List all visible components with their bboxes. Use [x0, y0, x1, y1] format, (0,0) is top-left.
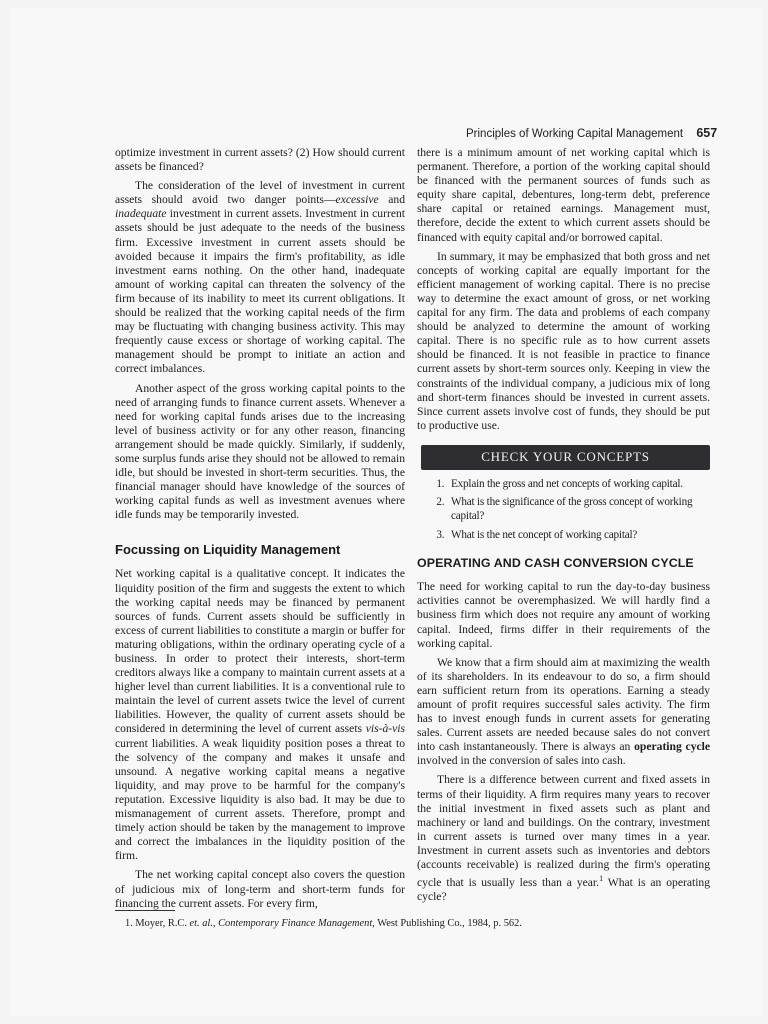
footnote: 1. Moyer, R.C. et. al., Contemporary Finance Management, West Publishing Co., 1984, p. 562.	[125, 918, 522, 929]
left-column	[115, 146, 405, 911]
list-item: 2. What is the significance of the gross concept of working capital?	[447, 496, 710, 523]
running-header	[466, 126, 717, 140]
paragraph: there is a minimum amount of net working capital which is permanent. Therefore, a portion of the working capital should be financed with the permanent sources of funds such as equity share capital, debentures, long-term debt, preference share capital or retained earnings. Management must, therefore, decide the extent to which current assets should be financed with equity capital and/or borrowed capital.	[417, 146, 710, 244]
paragraph: The net working capital concept also covers the question of judicious mix of long-term and short-term funds for financing the current assets. For every firm,	[115, 868, 405, 910]
paragraph: Another aspect of the gross working capital points to the need of arranging funds to finance current assets. Whenever a need for working capital funds arises due to the increasing level of business activity or for any other reason, financing arrangement should be made quickly. Similarly, if suddenly, some surplus funds arise they should not be allowed to remain idle, but should be invested in short-term securities. Thus, the financial manager should have knowledge of the sources of working capital funds as well as investment avenues where idle funds may be temporarily invested.	[115, 381, 405, 522]
paragraph: The need for working capital to run the day-to-day business activities cannot be overemphasized. We will hardly find a business firm which does not require any amount of working capital. Indeed, firms differ in their requirements of the working capital.	[417, 580, 710, 650]
check-your-concepts-banner: CHECK YOUR CONCEPTS	[421, 445, 710, 470]
page-number: 657	[696, 126, 718, 140]
right-column	[417, 146, 710, 904]
paragraph: The consideration of the level of investment in current assets should avoid two danger points—excessive and inadequate investment in current assets. Investment in current assets should be just adequate to the needs of the business firm. Excessive investment in current assets should be avoided because it impairs the firm's profitability, as idle investment earns nothing. On the other hand, inadequate amount of working capital can threaten the solvency of the firm because of its inability to meet its current obligations. It should be realized that the working capital needs of the firm may be fluctuating with changing business activity. This may frequently cause excess or shortage of working capital. The management should be prompt to initiate an action and correct imbalances.	[115, 179, 406, 376]
paragraph: There is a difference between current and fixed assets in terms of their liquidity. A firm requires many years to recover the initial investment in fixed assets such as plant and machinery or land and buildings. On the contrary, investment in current assets is turned over many times in a year. Investment in current assets such as inventories and debtors (accounts receivable) is realized during the firm's operating cycle that is usually less than a year.$^1$ What is an operating cycle?	[417, 773, 711, 904]
section-heading: OPERATING AND CASH CONVERSION CYCLE	[417, 556, 694, 571]
section-heading: Focussing on Liquidity Management	[115, 542, 341, 558]
running-title: Principles of Working Capital Management	[466, 128, 684, 140]
footnote-marker: 1	[599, 874, 604, 884]
paragraph: In summary, it may be emphasized that both gross and net concepts of working capital are equally important for the efficient management of working capital. There is no precise way to determine the exact amount of gross, or net working capital for any firm. The data and problems of each company should be analyzed to determine the amount of working capital. There is no specific rule as to how current assets should be financed. It is not feasible in practice to finance current assets by short-term sources only. Keeping in view the constraints of the individual company, a judicious mix of long and short-term finances should be invested in current assets. Since current assets involve cost of funds, they should be put to productive use.	[417, 249, 710, 432]
paragraph: We know that a firm should aim at maximizing the wealth of its shareholders. In its endeavour to do so, a firm should earn sufficient return from its operations. Earning a steady amount of profit requires successful sales activity. The firm has to invest enough funds in current assets for generating sales. Current assets are needed because sales do not convert into cash instantaneously. There is always an operating cycle involved in the conversion of sales into cash.	[417, 655, 711, 768]
paragraph: optimize investment in current assets? (2) How should current assets be financed?	[115, 146, 405, 174]
footnote-rule	[115, 910, 175, 911]
list-item: 1. Explain the gross and net concepts of working capital.	[447, 478, 710, 492]
list-item: 3. What is the net concept of working capital?	[447, 529, 710, 543]
paragraph: Net working capital is a qualitative concept. It indicates the liquidity position of the firm and suggests the extent to which the working capital needs may be financed by permanent sources of funds. Current assets should be sufficiently in excess of current liabilities to constitute a margin or buffer for maturing obligations, within the ordinary operating cycle of a business. In order to protect their interests, short-term creditors always like a company to maintain current assets at a higher level than current liabilities. It is a conventional rule to maintain the level of current assets twice the level of current liabilities. However, the quality of current assets should be considered in determining the level of current assets vis-à-vis current liabilities. A weak liquidity position poses a threat to the solvency of the company and makes it unsafe and unsound. A negative working capital means a negative liquidity, and may prove to be harmful for the company's reputation. Excessive liquidity is also bad. It may be due to mismanagement of current assets. Therefore, prompt and timely action should be taken by the management to improve and correct the imbalances in the liquidity position of the firm.	[115, 567, 405, 863]
concept-questions-list	[417, 478, 710, 542]
